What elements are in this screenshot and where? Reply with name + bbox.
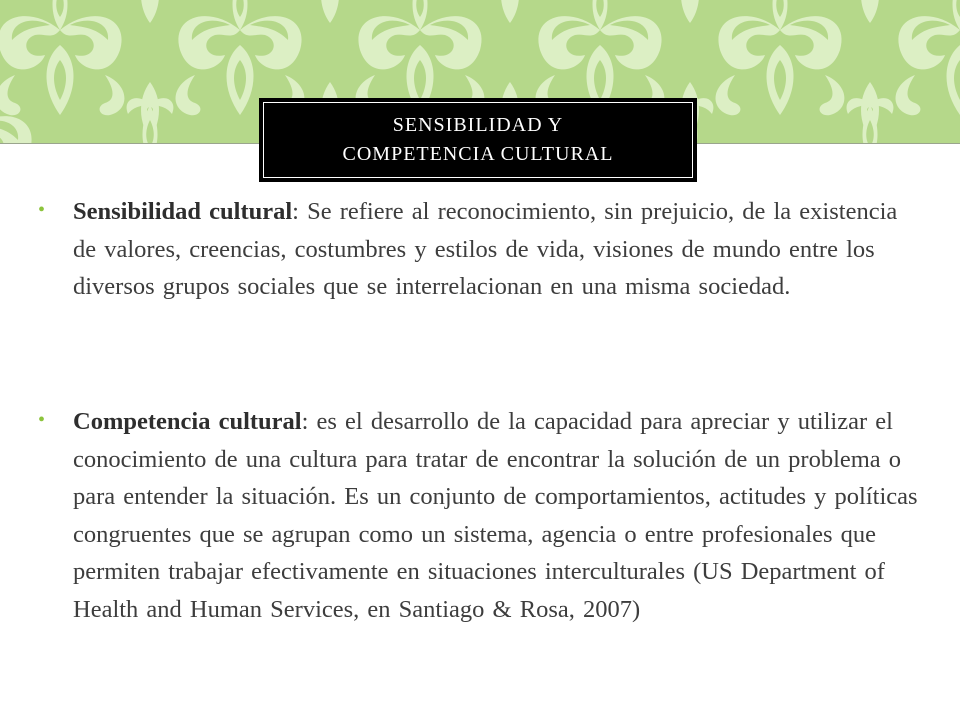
term-sensibilidad: Sensibilidad cultural — [73, 198, 293, 225]
definition-sensibilidad: : Se refiere al reconocimiento, sin prejuicio, de la existencia de valores, creencias, costumbres y estilos de vida, visiones de mundo entre los diversos grupos sociales que se interrelacionan en una misma sociedad. — [73, 198, 898, 300]
term-competencia: Competencia cultural — [73, 408, 302, 435]
title-line-1: SENSIBILIDAD Y — [392, 114, 564, 136]
bullet-marker-2: • — [38, 409, 46, 431]
title-line-2: COMPETENCIA CULTURAL — [342, 143, 614, 165]
bullet-paragraph-2 — [73, 403, 918, 628]
bullet-paragraph-1 — [73, 193, 918, 306]
bullet-marker-1: • — [38, 199, 46, 221]
definition-competencia: : es el desarrollo de la capacidad para apreciar y utilizar el conocimiento de una cultura para tratar de encontrar la solución de un problema o para entender la situación. Es un conjunto de comportamientos, actitudes y políticas congruentes que se agrupan como un sistema, agencia o entre profesionales que permiten trabajar efectivamente en situaciones interculturales (US Department of Health and Human Services, en Santiago & Rosa, 2007) — [73, 408, 918, 623]
